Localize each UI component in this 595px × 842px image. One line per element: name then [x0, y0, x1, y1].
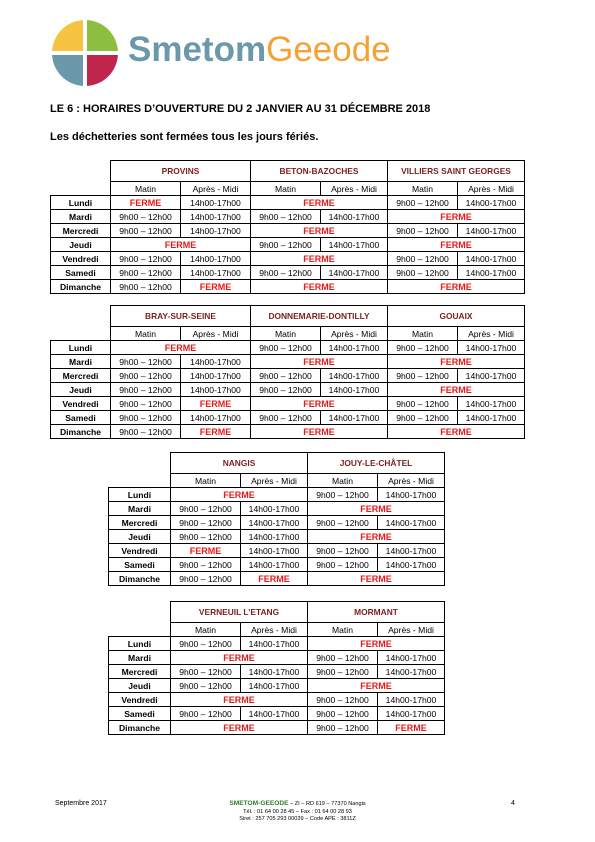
- matin-label: Matin: [171, 474, 241, 488]
- table-row: [109, 544, 445, 558]
- hours-cell: 9h00 – 12h00: [111, 224, 181, 238]
- closed-cell: FERME: [388, 280, 525, 294]
- closed-cell: FERME: [308, 572, 445, 586]
- day-label: Mercredi: [51, 369, 111, 383]
- day-label: Vendredi: [109, 693, 171, 707]
- table-row: [51, 224, 525, 238]
- closed-cell: FERME: [181, 397, 251, 411]
- day-label: Jeudi: [51, 238, 111, 252]
- day-label: Samedi: [109, 558, 171, 572]
- table-corner-blank: [109, 623, 171, 637]
- table-row: [109, 679, 445, 693]
- closed-cell: FERME: [171, 488, 308, 502]
- hours-cell: 14h00-17h00: [458, 252, 525, 266]
- hours-cell: 14h00-17h00: [458, 369, 525, 383]
- apres-midi-label: Après - Midi: [458, 327, 525, 341]
- hours-cell: 9h00 – 12h00: [251, 369, 321, 383]
- day-label: Samedi: [109, 707, 171, 721]
- hours-cell: 9h00 – 12h00: [111, 280, 181, 294]
- hours-cell: 9h00 – 12h00: [111, 411, 181, 425]
- hours-cell: 14h00-17h00: [241, 502, 308, 516]
- hours-cell: 9h00 – 12h00: [308, 693, 378, 707]
- hours-cell: 9h00 – 12h00: [308, 651, 378, 665]
- table-row: [109, 651, 445, 665]
- table-row: [51, 210, 525, 224]
- table-row: [109, 572, 445, 586]
- hours-cell: 9h00 – 12h00: [171, 707, 241, 721]
- matin-label: Matin: [171, 623, 241, 637]
- hours-cell: 14h00-17h00: [378, 651, 445, 665]
- hours-cell: 14h00-17h00: [181, 210, 251, 224]
- table-row: [109, 693, 445, 707]
- hours-cell: 9h00 – 12h00: [308, 721, 378, 735]
- table-row: [109, 637, 445, 651]
- table-row: [109, 530, 445, 544]
- hours-cell: 14h00-17h00: [241, 679, 308, 693]
- day-label: Mardi: [51, 210, 111, 224]
- hours-cell: 14h00-17h00: [181, 252, 251, 266]
- closed-cell: FERME: [111, 341, 251, 355]
- day-label: Jeudi: [51, 383, 111, 397]
- closed-cell: FERME: [181, 280, 251, 294]
- hours-cell: 9h00 – 12h00: [388, 266, 458, 280]
- matin-label: Matin: [111, 182, 181, 196]
- table-row: [51, 369, 525, 383]
- hours-cell: 9h00 – 12h00: [111, 397, 181, 411]
- apres-midi-label: Après - Midi: [378, 623, 445, 637]
- site-name: DONNEMARIE-DONTILLY: [251, 306, 388, 327]
- table-corner-blank: [51, 161, 111, 182]
- schedule-table: [108, 452, 445, 586]
- site-name: BETON-BAZOCHES: [251, 161, 388, 182]
- table-row: [51, 397, 525, 411]
- table-corner-blank: [51, 182, 111, 196]
- closed-cell: FERME: [111, 196, 181, 210]
- hours-cell: 9h00 – 12h00: [388, 411, 458, 425]
- hours-cell: 9h00 – 12h00: [308, 544, 378, 558]
- closed-cell: FERME: [181, 425, 251, 439]
- day-label: Mardi: [51, 355, 111, 369]
- hours-cell: 14h00-17h00: [378, 516, 445, 530]
- hours-cell: 14h00-17h00: [181, 383, 251, 397]
- table-row: [109, 488, 445, 502]
- day-label: Lundi: [51, 341, 111, 355]
- footer-phone: Tél. : 01 64 00 28 45 – Fax : 01 64 00 28 93: [243, 808, 352, 815]
- matin-label: Matin: [308, 623, 378, 637]
- table-row: [51, 411, 525, 425]
- closed-cell: FERME: [308, 502, 445, 516]
- hours-cell: 9h00 – 12h00: [251, 341, 321, 355]
- day-label: Mardi: [109, 651, 171, 665]
- hours-cell: 14h00-17h00: [241, 530, 308, 544]
- hours-cell: 14h00-17h00: [321, 341, 388, 355]
- day-label: Dimanche: [109, 721, 171, 735]
- closed-cell: FERME: [171, 693, 308, 707]
- day-label: Samedi: [51, 411, 111, 425]
- table-row: [51, 425, 525, 439]
- hours-cell: 14h00-17h00: [458, 397, 525, 411]
- hours-cell: 9h00 – 12h00: [308, 488, 378, 502]
- schedule-table: [108, 601, 445, 735]
- hours-cell: 14h00-17h00: [241, 637, 308, 651]
- page-number: 4: [511, 800, 515, 807]
- hours-cell: 9h00 – 12h00: [308, 516, 378, 530]
- day-label: Mardi: [109, 502, 171, 516]
- schedule-table: [50, 160, 525, 294]
- day-label: Mercredi: [51, 224, 111, 238]
- hours-cell: 9h00 – 12h00: [111, 266, 181, 280]
- brand-name: [128, 30, 391, 70]
- closed-cell: FERME: [251, 280, 388, 294]
- day-label: Jeudi: [109, 530, 171, 544]
- hours-cell: 9h00 – 12h00: [111, 355, 181, 369]
- hours-cell: 9h00 – 12h00: [388, 397, 458, 411]
- table-row: [109, 516, 445, 530]
- closed-cell: FERME: [388, 210, 525, 224]
- hours-cell: 9h00 – 12h00: [388, 196, 458, 210]
- site-name: GOUAIX: [388, 306, 525, 327]
- table-corner-blank: [51, 306, 111, 327]
- closure-notice: Les déchetteries sont fermées tous les jours fériés.: [50, 131, 319, 143]
- hours-cell: 9h00 – 12h00: [251, 383, 321, 397]
- table-row: [109, 665, 445, 679]
- closed-cell: FERME: [251, 425, 388, 439]
- table-row: [109, 558, 445, 572]
- apres-midi-label: Après - Midi: [321, 182, 388, 196]
- table-row: [51, 252, 525, 266]
- closed-cell: FERME: [111, 238, 251, 252]
- hours-cell: 14h00-17h00: [241, 558, 308, 572]
- hours-cell: 14h00-17h00: [241, 544, 308, 558]
- hours-cell: 14h00-17h00: [378, 488, 445, 502]
- hours-cell: 14h00-17h00: [181, 369, 251, 383]
- footer-siret: Siret : 257 705 293 00039 – Code APE : 3811Z: [239, 816, 356, 822]
- hours-cell: 9h00 – 12h00: [308, 707, 378, 721]
- hours-cell: 9h00 – 12h00: [111, 252, 181, 266]
- hours-cell: 9h00 – 12h00: [111, 369, 181, 383]
- day-label: Mercredi: [109, 665, 171, 679]
- table-row: [109, 502, 445, 516]
- closed-cell: FERME: [308, 530, 445, 544]
- apres-midi-label: Après - Midi: [241, 474, 308, 488]
- hours-cell: 14h00-17h00: [321, 210, 388, 224]
- smetom-logo-icon: [50, 18, 120, 88]
- closed-cell: FERME: [378, 721, 445, 735]
- closed-cell: FERME: [388, 383, 525, 397]
- closed-cell: FERME: [388, 425, 525, 439]
- site-name: BRAY-SUR-SEINE: [111, 306, 251, 327]
- hours-cell: 14h00-17h00: [458, 411, 525, 425]
- matin-label: Matin: [251, 182, 321, 196]
- hours-cell: 14h00-17h00: [321, 266, 388, 280]
- hours-cell: 9h00 – 12h00: [171, 679, 241, 693]
- matin-label: Matin: [388, 327, 458, 341]
- brand-name-part2: Geeode: [266, 30, 391, 69]
- hours-cell: 14h00-17h00: [241, 516, 308, 530]
- site-name: VERNEUIL L’ETANG: [171, 602, 308, 623]
- hours-cell: 9h00 – 12h00: [111, 210, 181, 224]
- hours-cell: 14h00-17h00: [458, 341, 525, 355]
- closed-cell: FERME: [251, 196, 388, 210]
- hours-cell: 9h00 – 12h00: [171, 530, 241, 544]
- table-corner-blank: [51, 327, 111, 341]
- hours-cell: 14h00-17h00: [378, 558, 445, 572]
- hours-cell: 14h00-17h00: [378, 693, 445, 707]
- day-label: Samedi: [51, 266, 111, 280]
- site-name: JOUY-LE-CHÂTEL: [308, 453, 445, 474]
- hours-cell: 14h00-17h00: [181, 196, 251, 210]
- day-label: Mercredi: [109, 516, 171, 530]
- hours-cell: 9h00 – 12h00: [388, 369, 458, 383]
- hours-cell: 9h00 – 12h00: [171, 558, 241, 572]
- hours-cell: 14h00-17h00: [378, 544, 445, 558]
- table-corner-blank: [109, 602, 171, 623]
- footer-date: Septembre 2017: [55, 800, 107, 807]
- closed-cell: FERME: [171, 651, 308, 665]
- closed-cell: FERME: [388, 355, 525, 369]
- hours-cell: 14h00-17h00: [181, 224, 251, 238]
- hours-cell: 9h00 – 12h00: [171, 502, 241, 516]
- hours-cell: 9h00 – 12h00: [171, 665, 241, 679]
- day-label: Dimanche: [109, 572, 171, 586]
- matin-label: Matin: [388, 182, 458, 196]
- hours-cell: 14h00-17h00: [378, 707, 445, 721]
- apres-midi-label: Après - Midi: [458, 182, 525, 196]
- hours-cell: 14h00-17h00: [378, 665, 445, 679]
- hours-cell: 14h00-17h00: [321, 238, 388, 252]
- site-name: PROVINS: [111, 161, 251, 182]
- table-row: [51, 341, 525, 355]
- hours-cell: 9h00 – 12h00: [111, 383, 181, 397]
- closed-cell: FERME: [388, 238, 525, 252]
- site-name: VILLIERS SAINT GEORGES: [388, 161, 525, 182]
- schedule-table: [50, 305, 525, 439]
- table-corner-blank: [109, 474, 171, 488]
- hours-cell: 9h00 – 12h00: [251, 411, 321, 425]
- hours-cell: 14h00-17h00: [241, 707, 308, 721]
- day-label: Vendredi: [109, 544, 171, 558]
- hours-cell: 14h00-17h00: [458, 224, 525, 238]
- hours-cell: 14h00-17h00: [241, 665, 308, 679]
- hours-cell: 9h00 – 12h00: [388, 341, 458, 355]
- closed-cell: FERME: [171, 544, 241, 558]
- hours-cell: 9h00 – 12h00: [171, 516, 241, 530]
- day-label: Jeudi: [109, 679, 171, 693]
- footer-contact: [0, 800, 595, 824]
- hours-cell: 14h00-17h00: [181, 411, 251, 425]
- hours-cell: 14h00-17h00: [458, 196, 525, 210]
- day-label: Vendredi: [51, 252, 111, 266]
- table-row: [51, 355, 525, 369]
- hours-cell: 14h00-17h00: [181, 266, 251, 280]
- table-row: [109, 707, 445, 721]
- closed-cell: FERME: [171, 721, 308, 735]
- closed-cell: FERME: [241, 572, 308, 586]
- table-corner-blank: [109, 453, 171, 474]
- day-label: Lundi: [109, 637, 171, 651]
- table-row: [51, 266, 525, 280]
- hours-cell: 14h00-17h00: [321, 411, 388, 425]
- matin-label: Matin: [251, 327, 321, 341]
- hours-cell: 9h00 – 12h00: [251, 266, 321, 280]
- table-row: [51, 238, 525, 252]
- closed-cell: FERME: [251, 252, 388, 266]
- table-row: [51, 383, 525, 397]
- hours-cell: 9h00 – 12h00: [111, 425, 181, 439]
- hours-cell: 9h00 – 12h00: [171, 572, 241, 586]
- closed-cell: FERME: [251, 224, 388, 238]
- matin-label: Matin: [111, 327, 181, 341]
- hours-cell: 14h00-17h00: [458, 266, 525, 280]
- day-label: Dimanche: [51, 425, 111, 439]
- hours-cell: 9h00 – 12h00: [251, 238, 321, 252]
- apres-midi-label: Après - Midi: [181, 182, 251, 196]
- footer-org: SMETOM-GEEODE: [229, 800, 289, 807]
- apres-midi-label: Après - Midi: [378, 474, 445, 488]
- hours-cell: 9h00 – 12h00: [388, 224, 458, 238]
- table-row: [51, 280, 525, 294]
- footer-address: – ZI – RD 619 – 77370 Nangis: [288, 801, 366, 807]
- hours-cell: 14h00-17h00: [321, 369, 388, 383]
- hours-cell: 14h00-17h00: [181, 355, 251, 369]
- day-label: Dimanche: [51, 280, 111, 294]
- closed-cell: FERME: [251, 355, 388, 369]
- hours-cell: 9h00 – 12h00: [171, 637, 241, 651]
- page-heading: LE 6 : HORAIRES D’OUVERTURE DU 2 JANVIER AU 31 DÉCEMBRE 2018: [50, 103, 431, 115]
- table-row: [51, 196, 525, 210]
- closed-cell: FERME: [308, 679, 445, 693]
- table-row: [109, 721, 445, 735]
- hours-cell: 9h00 – 12h00: [308, 665, 378, 679]
- hours-cell: 9h00 – 12h00: [308, 558, 378, 572]
- closed-cell: FERME: [251, 397, 388, 411]
- hours-cell: 9h00 – 12h00: [388, 252, 458, 266]
- day-label: Vendredi: [51, 397, 111, 411]
- apres-midi-label: Après - Midi: [321, 327, 388, 341]
- hours-cell: 14h00-17h00: [321, 383, 388, 397]
- apres-midi-label: Après - Midi: [181, 327, 251, 341]
- day-label: Lundi: [109, 488, 171, 502]
- site-name: MORMANT: [308, 602, 445, 623]
- brand-name-part1: Smetom: [128, 30, 267, 69]
- day-label: Lundi: [51, 196, 111, 210]
- closed-cell: FERME: [308, 637, 445, 651]
- hours-cell: 9h00 – 12h00: [251, 210, 321, 224]
- matin-label: Matin: [308, 474, 378, 488]
- site-name: NANGIS: [171, 453, 308, 474]
- apres-midi-label: Après - Midi: [241, 623, 308, 637]
